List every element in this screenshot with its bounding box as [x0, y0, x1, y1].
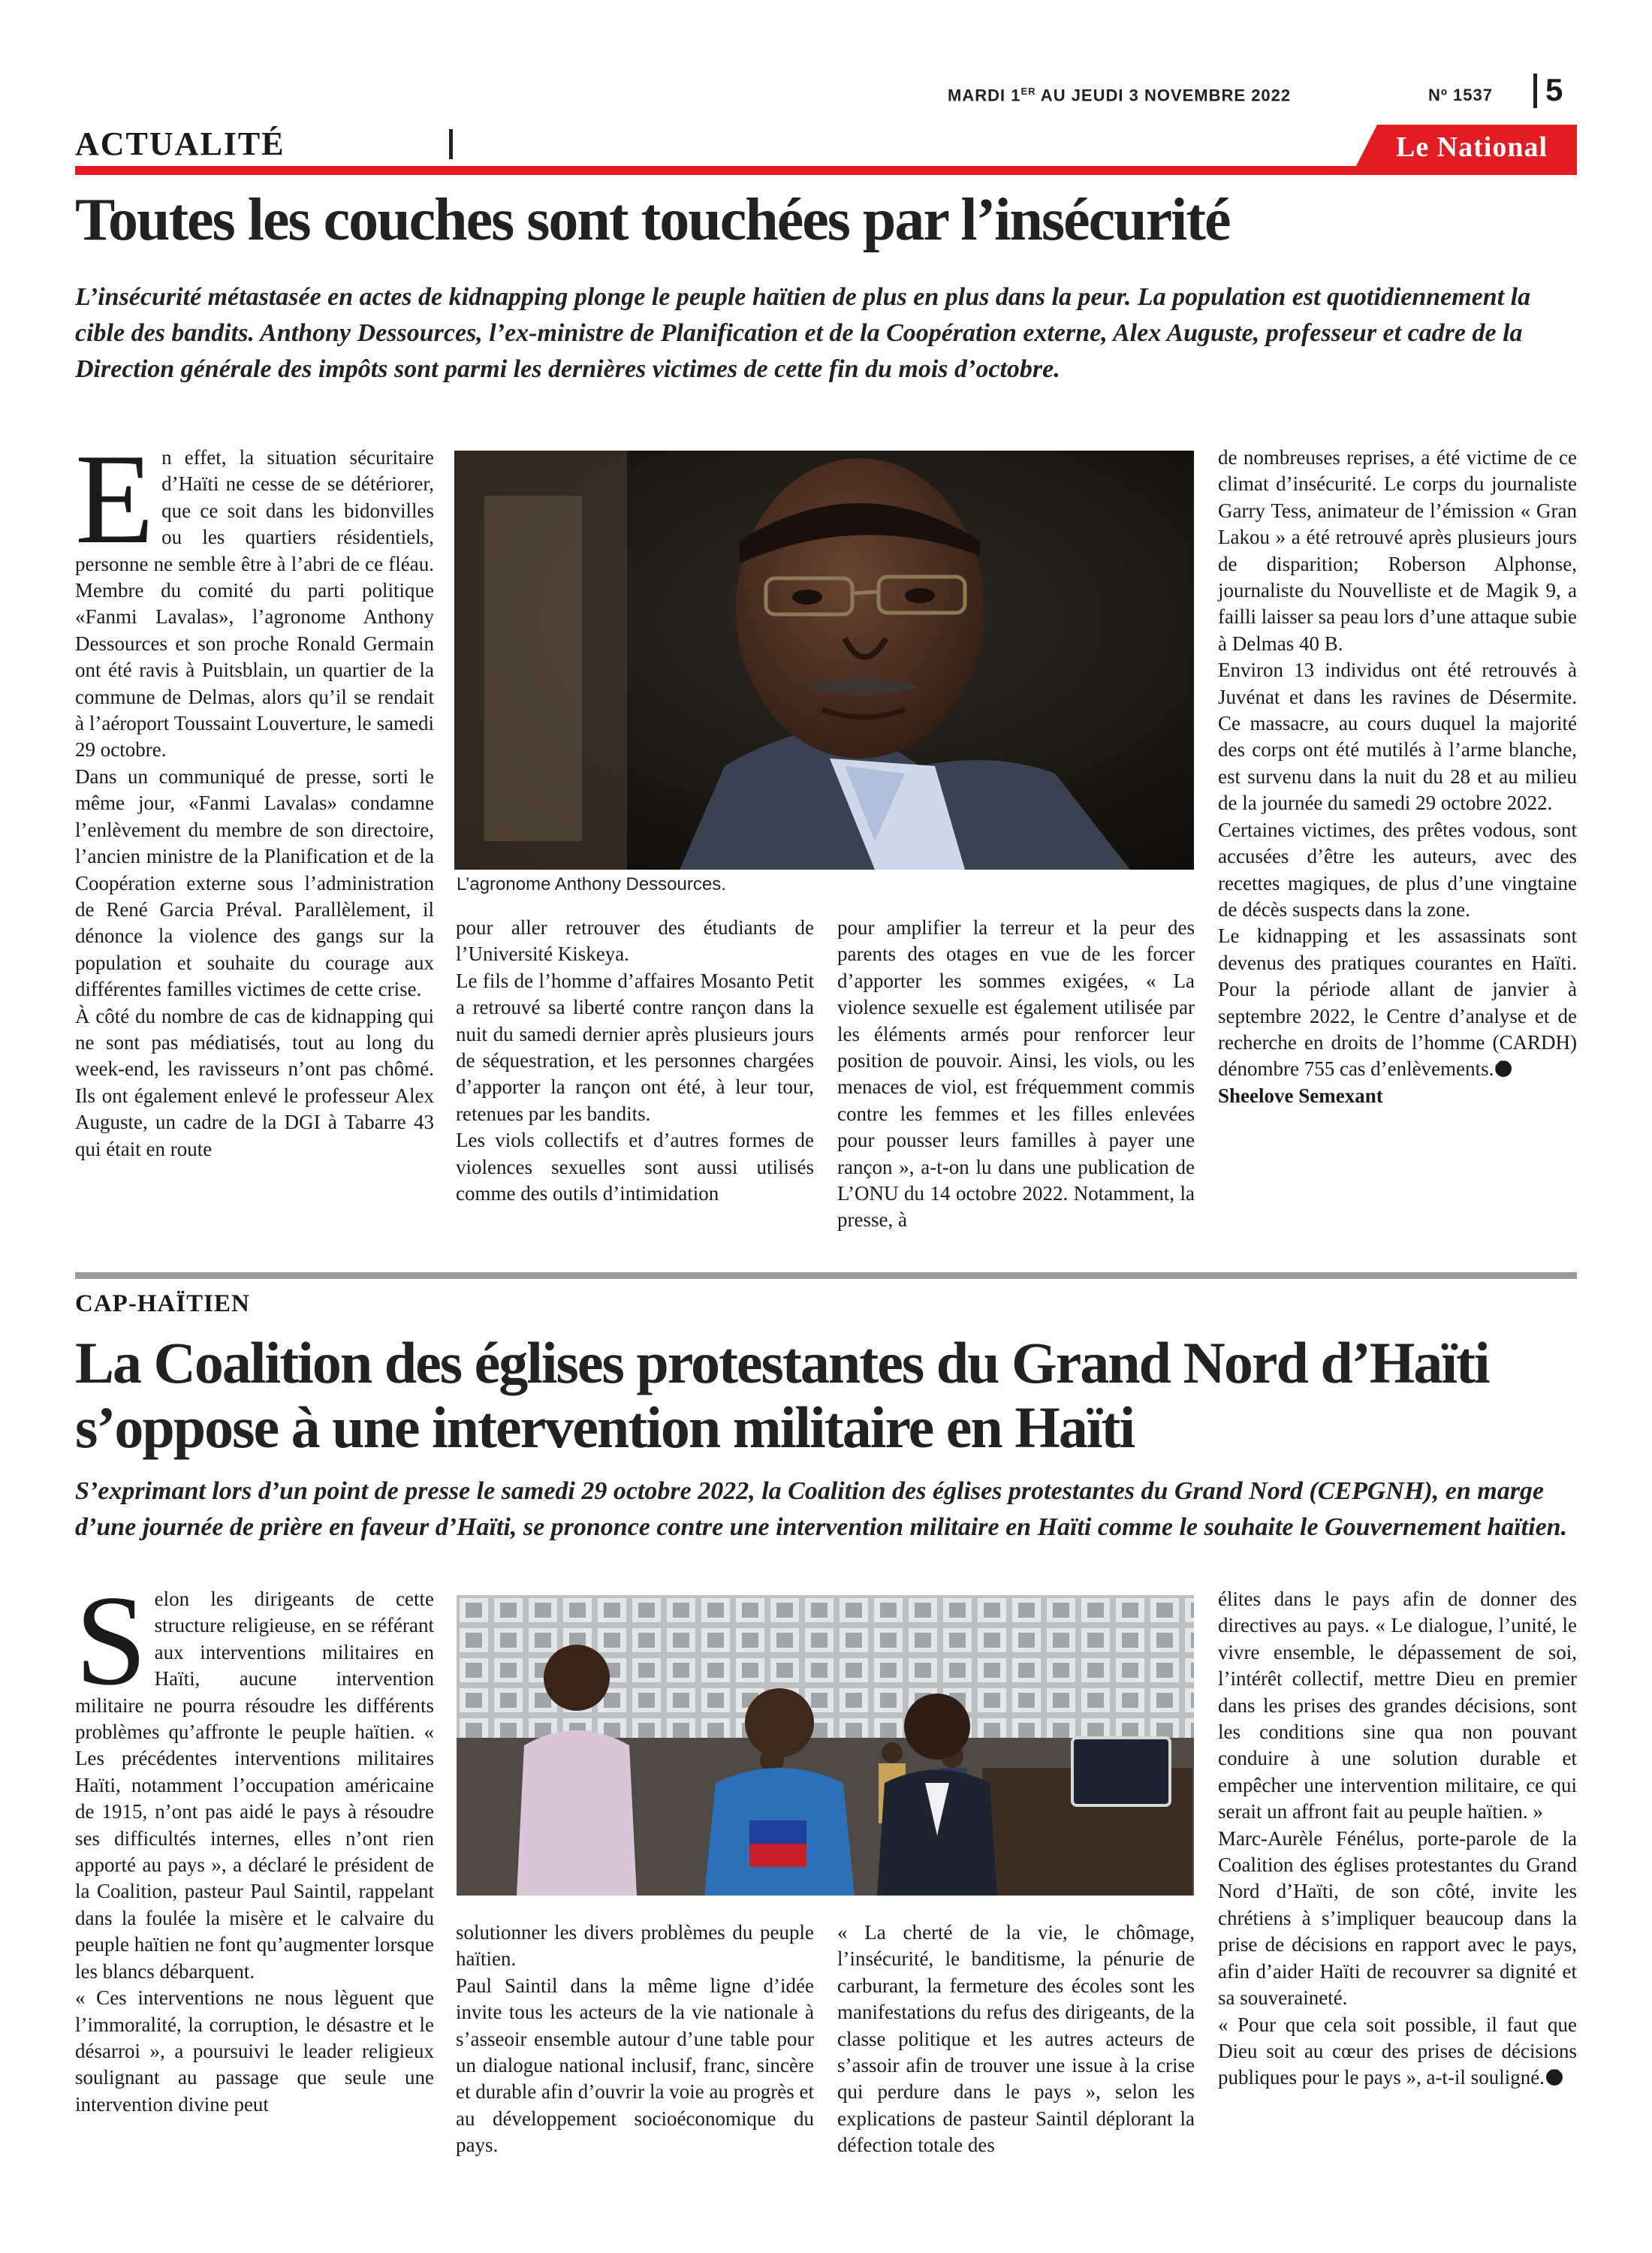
article1-column-4: [1218, 445, 1577, 1109]
article2-section-label: CAP-HAÏTIEN: [75, 1290, 250, 1317]
paragraph: pour amplifier la terreur et la peur des parents des otages en vue de les forcer d’apporter les sommes exigées, « La violence sexuelle est également utilisée par les éléments armés pour renforcer leur position de pouvoir. Ainsi, les viols, ou les menaces de viol, est fréquemment commis contre les femmes et les filles enlevées pour pousser leurs familles à payer une rançon », a-t-on lu dans une publication de L’ONU du 14 octobre 2022. Notamment, la presse, à: [837, 916, 1195, 1232]
paragraph: Marc-Aurèle Fénélus, porte-parole de la Coalition des églises protestantes du Grand Nord d’Haïti, de son côté, invite les chrétiens à s’impliquer beaucoup dans la prise de décisions en rapport avec le pays, afin d’aider Haïti de recouvrer sa dignité et sa souveraineté.: [1218, 1826, 1577, 2010]
photo-caption: L’agronome Anthony Dessources.: [457, 874, 726, 894]
paragraph: Les viols collectifs et d’autres formes de violences sexuelles sont aussi utilisés comme des outils d’intimidation: [456, 1129, 814, 1205]
paragraph: « Ces interventions ne nous lèguent que l’immoralité, la corruption, le désastre et le désarroi », a poursuivi le leader religieux soulignant au passage que seule une intervention divine peut: [75, 1986, 434, 2116]
paragraph: [1218, 923, 1577, 1082]
octagon-endmark-icon: [1546, 2069, 1563, 2086]
article2-lede: S’exprimant lors d’un point de presse le samedi 29 octobre 2022, la Coalition des églises protestantes du Grand Nord (CEPGNH), en marge d’une journée de prière en faveur d’Haïti, se prononce contre une intervention militaire en Haïti comme le souhaite le Gouvernement haïtien.: [75, 1477, 1568, 1541]
header-divider: [1533, 74, 1537, 108]
article2-headline: La Coalition des églises protestantes du Grand Nord d’Haïti s’oppose à une intervention militaire en Haïti: [75, 1330, 1489, 1460]
article1-lede: L’insécurité métastasée en actes de kidnapping plonge le peuple haïtien de plus en plus dans la peur. La population est quotidiennement la cible des bandits. Anthony Dessources, l’ex-ministre de Planification et de la Coopération externe, Alex Auguste, professeur et cadre de la Direction générale des impôts sont parmi les dernières victimes de cette fin du mois d’octobre.: [75, 283, 1531, 383]
paragraph: À côté du nombre de cas de kidnapping qui ne sont pas médiatisés, tout au long du week-end, les ravisseurs n’ont pas chômé. Ils ont également enlevé le professeur Alex Auguste, un cadre de la DGI à Tabarre 43 qui était en route: [75, 1004, 434, 1160]
article1-column-3: [837, 915, 1195, 1234]
article2-column-3: [837, 1920, 1195, 2159]
article1-headline: Toutes les couches sont touchées par l’insécurité: [75, 187, 1230, 253]
article1-dropcap: E: [75, 428, 155, 571]
paragraph: de nombreuses reprises, a été victime de ce climat d’insécurité. Le corps du journaliste Garry Tess, animateur de l’émission « Gran Lakou » a été retrouvé après plusieurs jours de disparition; Roberson Alphonse, journaliste du Nouvelliste et de Magik 9, a failli laisser sa peau lors d’une attaque subie à Delmas 40 B.: [1218, 446, 1577, 655]
article1-column-1: [75, 428, 434, 1163]
paragraph-text: Le kidnapping et les assassinats sont devenus des pratiques courantes en Haïti. Pour la période allant de janvier à septembre 2022, le Centre d’analyse et de recherche en droits de l’homme (CARDH) dénombre 755 cas d’enlèvements.: [1218, 924, 1577, 1081]
newspaper-brand: Le National: [1395, 131, 1548, 163]
issue-number: Nº 1537: [1428, 86, 1493, 104]
paragraph-text: « Pour que cela soit possible, il faut que Dieu soit au cœur des prises de décisions publiques pour le pays », a-t-il souligné.: [1218, 2013, 1577, 2089]
paragraph: Paul Saintil dans la même ligne d’idée invite tous les acteurs de la vie nationale à s’asseoir ensemble autour d’une table pour un dialogue national inclusif, franc, sincère et durable afin d’ouvrir la voie au progrès et au développement socioéconomique du pays.: [456, 1974, 814, 2157]
paragraph: Dans un communiqué de presse, sorti le même jour, «Fanmi Lavalas» condamne l’enlèvement du membre de son directoire, l’ancien ministre de la Planification et de la Coopération externe sous l’administration de René Garcia Préval. Parallèlement, il dénonce la violence des gangs sur la population et souhaite du courage aux différentes familles victimes de cette crise.: [75, 765, 434, 1001]
paragraph: Certaines victimes, des prêtes vodous, sont accusées d’être les auteurs, avec des recettes magiques, de plus d’une vingtaine de décès suspects dans la zone.: [1218, 818, 1577, 921]
portrait-illustration: [454, 451, 1194, 870]
paragraph: pour aller retrouver des étudiants de l’Université Kiskeya.: [456, 916, 814, 966]
section-rule: [75, 166, 1577, 175]
article2-dropcap: S: [75, 1570, 147, 1712]
section-label: ACTUALITÉ: [75, 125, 285, 162]
press-conference-photo: [457, 1595, 1194, 1896]
paragraph: solutionner les divers problèmes du peuple haïtien.: [456, 1921, 814, 1971]
paragraph: n effet, la situation sécuritaire d’Haïti ne cesse de se détériorer, que ce soit dans les bidonvilles ou les quartiers résidentiels, personne ne semble être à l’abri de ce fléau. Membre du comité du parti politique «Fanmi Lavalas», l’agronome Anthony Dessources et son proche Ronald Germain ont été ravis à Puitsblain, un quartier de la commune de Delmas, alors qu’il se rendait à l’aéroport Toussaint Louverture, le samedi 29 octobre.: [75, 446, 434, 762]
article1-column-2: [456, 915, 814, 1207]
issue-date: [948, 86, 1488, 116]
article2-column-1: [75, 1570, 434, 2118]
date-prefix: MARDI 1: [948, 86, 1021, 105]
press-conference-illustration: [457, 1595, 1194, 1896]
paragraph: élites dans le pays afin de donner des directives au pays. « Le dialogue, l’unité, le vivre ensemble, le dépassement de soi, l’intérêt collectif, mettre Dieu en premier dans les prises des grandes décisions, sont les conditions sine qua non pouvant conduire à une solution durable et empêcher une intervention militaire, ce qui serait un affront fait au peuple haïtien. »: [1218, 1588, 1577, 1823]
date-suffix: AU JEUDI 3 NOVEMBRE 2022: [1036, 86, 1292, 105]
page-number: 5: [1545, 72, 1563, 107]
paragraph: elon les dirigeants de cette structure religieuse, en se référant aux interventions militaires en Haïti, aucune intervention militaire ne pourra résoudre les différents problèmes qu’affronte le peuple haïtien. « Les précédentes interventions militaires Haïti, notamment l’occupation américaine de 1915, n’ont pas aidé le pays à résoudre ses difficultés internes, elles n’ont rien apporté au pays », a déclaré le président de la Coalition, pasteur Paul Saintil, rappelant dans la foulée la misère et le calvaire du peuple haïtien ne font qu’augmenter lorsque les blancs débarquent.: [75, 1588, 434, 1983]
article2-column-4: [1218, 1586, 1577, 2092]
paragraph: Le fils de l’homme d’affaires Mosanto Petit a retrouvé sa liberté contre rançon dans la nuit du samedi dernier après plusieurs jours de séquestration, et les personnes chargées d’apporter la rançon ont été, à leur tour, retenues par les bandits.: [456, 969, 814, 1125]
author-byline: Sheelove Semexant: [1218, 1084, 1383, 1107]
paragraph: « La cherté de la vie, le chômage, l’insécurité, le banditisme, la pénurie de carburant, la fermeture des écoles sont les manifestations du refus des dirigeants, de la classe politique et les autres acteurs de s’assoir afin de trouver une issue à la crise qui perdure dans le pays », selon les explications de pasteur Saintil déplorant la défection totale des: [837, 1921, 1195, 2157]
octagon-endmark-icon: [1495, 1060, 1512, 1077]
section-separator: [75, 1272, 1577, 1279]
paragraph: [1218, 2012, 1577, 2092]
section-divider: [449, 129, 453, 159]
paragraph: Environ 13 individus ont été retrouvés à Juvénat et dans les ravines de Désermite. Ce massacre, au cours duquel la majorité des corps ont été mutilés à l’arme blanche, est survenu dans la nuit du 28 et au milieu de la journée du samedi 29 octobre 2022.: [1218, 659, 1577, 815]
portrait-photo: [454, 451, 1194, 870]
date-superscript: ER: [1020, 86, 1036, 97]
article2-column-2: [456, 1920, 814, 2159]
